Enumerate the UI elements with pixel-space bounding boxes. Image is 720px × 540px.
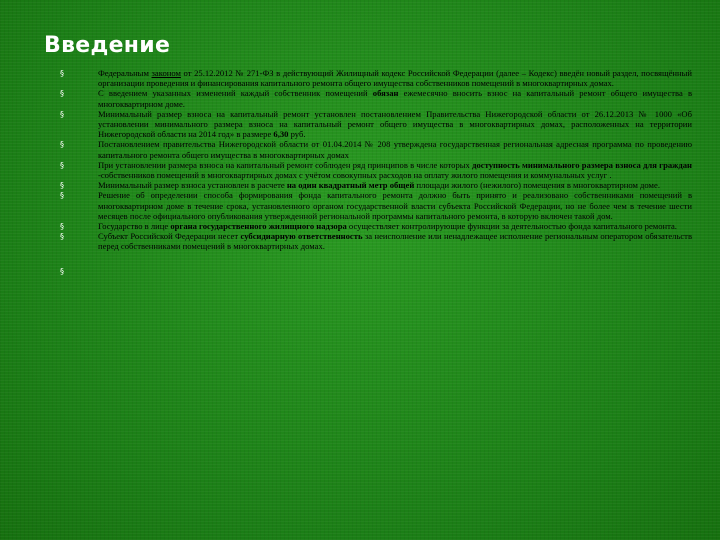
- bullet-text: Минимальный размер взноса на капитальный ремонт установлен постановлением Правительства Нижегородской области от 26.12.2013 № 1000 «Об установлении минимального размера взноса на капитальный ремонт общего имущества в многоквартирных домах, расположенных на территории Нижегородской области на 2014 год» в размере: [98, 108, 692, 140]
- slide-title: Введение: [44, 33, 171, 58]
- bullet-item: [60, 88, 692, 108]
- bullet-item: [60, 160, 692, 180]
- bullet-text: При установлении размера взноса на капитальный ремонт соблюден ряд принципов в числе которых: [98, 159, 473, 170]
- bullet-text: осуществляет контролирующие функции за деятельностью фонда капитального ремонта.: [346, 221, 677, 232]
- bullet-text: Федеральным: [98, 68, 152, 78]
- bullet-text: ежемесячно вносить взнос на капитальный ремонт общего имущества в многоквартирном доме.: [98, 88, 692, 109]
- bullet-text: -собственников помещений в многоквартирных домах с учётом совокупных расходов на оплату жилого помещения и коммунальных услуг .: [98, 170, 612, 181]
- bullet-item: [60, 180, 692, 190]
- bullet-marker-icon: §: [60, 160, 64, 170]
- emphasis-text: обязан: [372, 88, 399, 99]
- emphasis-text: 6,30: [273, 129, 289, 140]
- bullet-marker-icon: §: [60, 222, 64, 232]
- bullet-item: [60, 221, 692, 231]
- bullet-text: Решение об определении способа формирования фонда капитального ремонта должно быть принято и реализовано собственниками помещений в многоквартирном доме в течение срока, установленного органом государственной власти субъекта Российской Федерации, но не более чем в течение шести месяцев после официального опубликования утвержденной региональной программы капитального ремонта, в которую включен такой дом.: [98, 190, 692, 221]
- bullet-text: от 25.12.2012 № 271-ФЗ в действующий Жилищный кодекс Российской Федерации (далее – Кодекс) введён новый раздел, посвящённый организации проведения и финансирования капитального ремонта общего имущества собственников помещений в многоквартирных домах.: [98, 68, 693, 89]
- bullet-marker-icon: §: [60, 140, 64, 150]
- bullet-text: Субъект Российской Федерации несет: [98, 231, 241, 242]
- bullet-text: Минимальный размер взноса установлен в расчете: [98, 180, 287, 191]
- emphasis-text: доступность минимального размера взноса для граждан: [472, 159, 692, 170]
- bullet-text: руб.: [288, 129, 306, 140]
- bullet-text: площади жилого (нежилого) помещения в многоквартирном доме.: [414, 180, 660, 191]
- bullet-marker-icon: §: [60, 266, 64, 276]
- emphasis-text: на один квадратный метр общей: [286, 180, 415, 191]
- bullet-marker-icon: §: [60, 191, 64, 201]
- bullet-item: [60, 139, 692, 159]
- bullet-item: [60, 266, 692, 278]
- bullet-marker-icon: §: [60, 109, 64, 119]
- bullet-item: [60, 68, 692, 88]
- bullet-marker-icon: §: [60, 89, 64, 99]
- bullet-item: [60, 109, 692, 140]
- bullet-text: Постановлением правительства Нижегородской области от 01.04.2014 № 208 утверждена государственная региональная адресная программа по проведению капитального ремонта общего имущества в многоквартирных домах: [98, 139, 692, 160]
- bullet-item: [60, 231, 692, 251]
- bullet-marker-icon: §: [60, 69, 64, 78]
- bullet-list: [60, 68, 692, 278]
- emphasis-text: субсидиарную ответственность: [240, 231, 363, 242]
- emphasis-text: органа государственного жилищного надзора: [170, 221, 347, 232]
- bullet-marker-icon: §: [60, 181, 64, 191]
- bullet-text: Государство в лице: [98, 221, 171, 232]
- bullet-text: за неисполнение или ненадлежащее исполнение региональным оператором обязательств перед собственниками помещений в многоквартирных домах.: [98, 231, 692, 252]
- law-link[interactable]: законом: [151, 68, 181, 78]
- bullet-text: С введением указанных изменений каждый собственник помещений: [98, 88, 373, 99]
- bullet-marker-icon: §: [60, 232, 64, 242]
- bullet-item: [60, 190, 692, 221]
